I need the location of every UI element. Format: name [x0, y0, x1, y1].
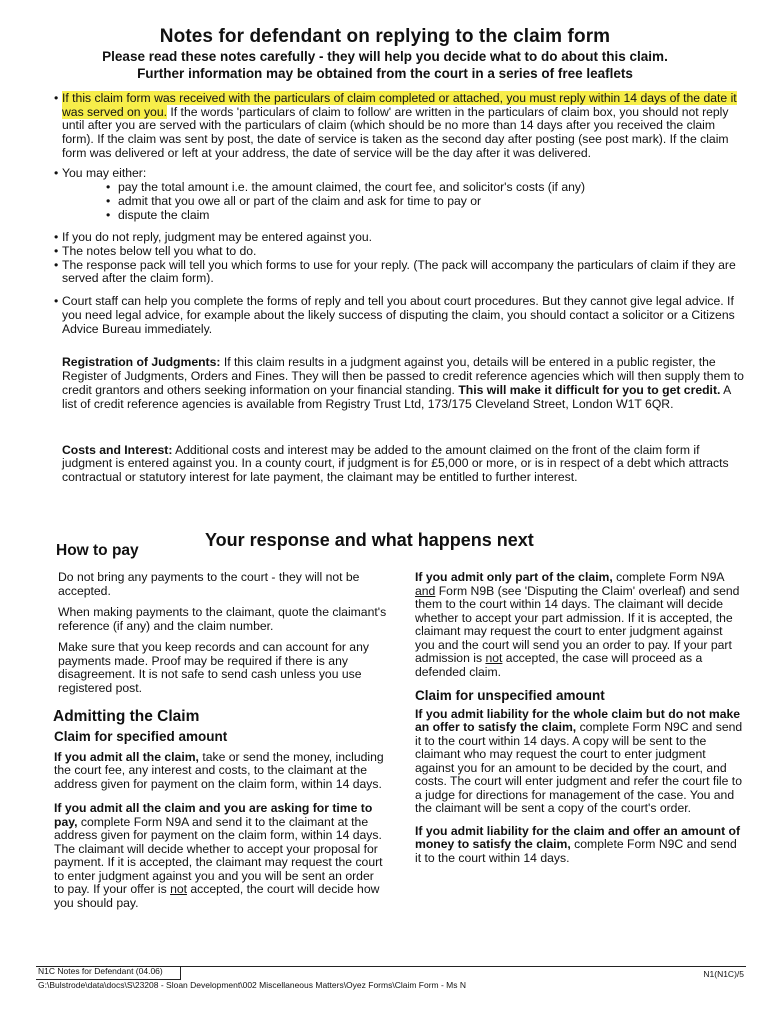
- admit-liability-offer-paragraph: If you admit liability for the claim and offer an amount of money to satisfy the claim, complete Form N9C and send it to the court within 14 days.: [415, 823, 741, 865]
- admitting-claim-heading: Admitting the Claim: [53, 708, 200, 725]
- reply-deadline-note: • If this claim form was received with the particulars of claim completed or attached, you must reply within 14 days of the date it was served on you. If the words 'particulars of claim to follow' are written in the particulars of claim box, you should not reply until after you are served with the particulars of claim (which should be no more than 14 days after you received the claim form). If the claim was sent by post, the date of service is taken as the second day after posting (see post mark). If the claim form was delivered or left at your address, the date of service will be the day after it was delivered.: [56, 92, 746, 161]
- payment-note-records: Make sure that you keep records and can account for any payments made. Proof may be required if there is any disagreement. It is not safe to send cash unless you use registered post.: [58, 640, 369, 695]
- highlighted-deadline-text: If this claim form was received with the particulars of claim completed or attached, you must reply within 14 days of the date it was served on you.: [62, 91, 737, 119]
- costs-and-interest: Costs and Interest: Additional costs and interest may be added to the amount claimed on the front of the claim form if judgment is entered against you. In a county court, if judgment is for £5,000 or more, or is in respect of a debt which attracts contractual or statutory interest for late payment, the claimant may be entitled to further interest.: [62, 442, 729, 485]
- payment-note-court: Do not bring any payments to the court - they will not be accepted.: [58, 570, 360, 598]
- option-dispute: • dispute the claim: [56, 209, 746, 223]
- payment-note-reference: When making payments to the claimant, quote the claimant's reference (if any) and the claim number.: [58, 605, 387, 633]
- footer-form-ref: N1C Notes for Defendant (04.06): [38, 966, 163, 976]
- admit-liability-no-offer-paragraph: If you admit liability for the whole claim but do not make an offer to satisfy the claim, complete Form N9C and send it to the court within 14 days. A copy will be sent to the claimant who may request the court to enter judgment against you for an amount to be decided by the court, and costs. The court will enter judgment and refer the court file to a judge for directions for management of the case. You and the claimant will be sent a copy of the court's order.: [415, 706, 743, 815]
- admit-time-to-pay-paragraph: If you admit all the claim and you are asking for time to pay, complete Form N9A and send it to the claimant at the address given for payment on the claim form, within 14 days. The claimant will decide whether to accept your proposal for payment. If it is accepted, the claimant may request the court to enter judgment against you and you will be sent an order to pay. If your offer is not accepted, the court will decide how you should pay.: [54, 801, 383, 910]
- how-to-pay-heading: How to pay: [56, 542, 139, 559]
- unspecified-amount-heading: Claim for unspecified amount: [415, 688, 605, 703]
- right-column: [415, 571, 745, 865]
- no-reply-note: • If you do not reply, judgment may be entered against you.: [56, 231, 746, 245]
- notes-below-note: • The notes below tell you what to do.: [56, 245, 746, 259]
- admit-all-paragraph: If you admit all the claim, take or send the money, including the court fee, any interest and costs, to the claimant at the address given for payment on the claim form, within 14 days.: [54, 749, 384, 791]
- option-admit: • admit that you owe all or part of the claim and ask for time to pay or: [56, 195, 746, 209]
- admit-part-paragraph: If you admit only part of the claim, complete Form N9A and Form N9B (see 'Disputing the Claim' overleaf) and send them to the court within 14 days. The claimant will decide whether to accept your part admission. If it is accepted, the claimant may request the court to enter judgment against you and the court will send you an order to pay. If your part admission is not accepted, the case will proceed as a defended claim.: [415, 570, 740, 679]
- options-list: [56, 181, 746, 222]
- section-heading-response: Your response and what happens next: [205, 530, 534, 550]
- court-staff-note: • Court staff can help you complete the forms of reply and tell you about court procedures. But they cannot give legal advice. If you need legal advice, for example about the likely success of disputing the claim, you should contact a solicitor or a Citizens Advice Bureau immediately.: [56, 295, 746, 336]
- admitting-claim-section: [54, 730, 384, 910]
- options-intro: • You may either:: [56, 167, 746, 181]
- option-pay: • pay the total amount i.e. the amount claimed, the court fee, and solicitor's costs (if any): [56, 181, 746, 195]
- footer-file-path: G:\Bulstrode\data\docs\S\23208 - Sloan Development\002 Miscellaneous Matters\Oyez Forms\Claim Form - Ms N: [38, 980, 467, 990]
- page-title: Notes for defendant on replying to the claim form: [159, 26, 611, 47]
- footer-right-ref: N1(N1C)/5: [703, 969, 744, 979]
- subtitle-instructions: Please read these notes carefully - they will help you decide what to do about this claim.: [102, 49, 668, 64]
- how-to-pay-section: [58, 571, 388, 695]
- subtitle-leaflets: Further information may be obtained from the court in a series of free leaflets: [137, 66, 633, 81]
- registration-of-judgments: Registration of Judgments: If this claim results in a judgment against you, details will be entered in a public register, the Register of Judgments, Orders and Fines. They will then be passed to credit reference agencies which will then supply them to credit grantors and others seeking information on your financial standing. This will make it difficult for you to get credit. A list of credit reference agencies is available from Registry Trust Ltd, 173/175 Cleveland Street, London W1T 6QR.: [62, 355, 744, 411]
- specified-amount-heading: Claim for specified amount: [54, 729, 228, 744]
- intro-notes: [56, 92, 746, 497]
- response-pack-note: • The response pack will tell you which forms to use for your reply. (The pack will accompany the particulars of claim if they are served after the claim form).: [56, 259, 746, 286]
